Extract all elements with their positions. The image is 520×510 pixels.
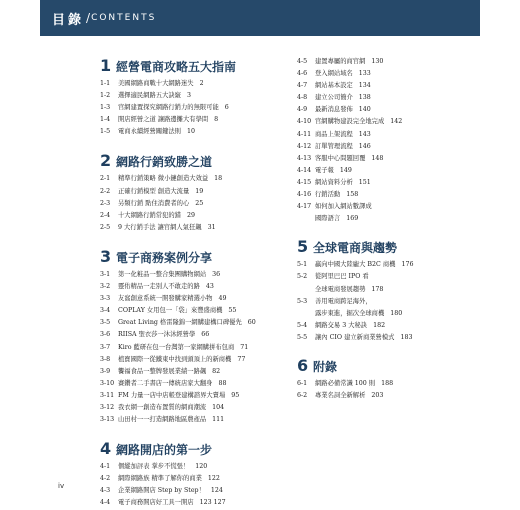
toc-entry-number: 4-11	[297, 130, 312, 138]
toc-entry-title: COPLAY 女用包一「袋」來豐盛商機	[118, 307, 223, 315]
toc-entry	[297, 308, 497, 320]
toc-entry-number: 5-2	[297, 273, 308, 281]
toc-entry-number: 3-10	[100, 379, 115, 387]
toc-entry-number: 2-5	[100, 223, 111, 231]
chapter-1-entries	[100, 78, 290, 138]
chapter-6-entries	[297, 378, 497, 402]
contents-title-en: CONTENTS	[91, 13, 157, 23]
toc-entry-title: 另類行銷 點住消費者的心	[118, 199, 190, 207]
toc-entry-page: 138	[358, 94, 371, 102]
toc-entry	[100, 210, 290, 222]
toc-entry-title: 善用電商跨足海外，	[315, 297, 372, 305]
toc-entry-title: 讓內 CIO 建立新商業營模式	[315, 333, 395, 341]
toc-entry-title: 網路交易 3 大秘訣	[315, 321, 368, 329]
toc-entry-title: 專業名詞全新解析	[315, 392, 366, 400]
toc-entry-title: 建立公司簡介	[315, 94, 353, 102]
toc-entry	[297, 284, 497, 296]
toc-entry	[297, 189, 497, 201]
toc-entry-page: 77	[237, 355, 246, 363]
toc-entry-page: 25	[195, 199, 204, 207]
toc-entry-title: 網站資料分析	[315, 178, 353, 186]
toc-entry-title: 第一化粧品一整合集團購物網站	[118, 270, 207, 278]
contents-title-separator: /	[86, 11, 91, 25]
chapter-title: 全球電商與趨勢	[313, 241, 398, 256]
toc-entry-title: 山田村一一打造網路地區農產品	[118, 416, 207, 424]
toc-entry	[100, 378, 290, 390]
toc-entry-page: 122	[207, 475, 220, 483]
chapter-4-continued-entries	[297, 56, 497, 225]
toc-entry-page: 43	[205, 283, 214, 291]
chapter-number: 6	[297, 355, 309, 375]
toc-entry-number: 4-14	[297, 166, 312, 174]
toc-entry-page: 95	[231, 391, 240, 399]
toc-entry	[100, 402, 290, 414]
toc-entry-title: 饗福食品一整牌發展業績一路飆	[118, 367, 207, 375]
toc-entry	[297, 177, 497, 189]
toc-entry-title: 贏向中國大陸龐大 B2C 商機	[315, 261, 396, 269]
toc-entry	[297, 165, 497, 177]
toc-entry-page: 178	[371, 285, 384, 293]
toc-entry-page: 169	[346, 215, 359, 223]
chapter-3-entries	[100, 269, 290, 426]
toc-entry-title: 賽鑽者二手書店一傳統店家大翻身	[118, 379, 213, 387]
toc-entry	[297, 116, 497, 128]
toc-entry-page: 130	[371, 58, 384, 65]
toc-entry	[100, 366, 290, 378]
chapter-number: 5	[297, 237, 309, 257]
toc-entry	[100, 198, 290, 210]
toc-entry-page: 148	[371, 154, 384, 162]
toc-entry	[100, 305, 290, 317]
chapter-number: 4	[100, 439, 112, 459]
toc-entry-title: 登入網站域名	[315, 70, 353, 78]
chapter-title: 附錄	[313, 359, 338, 374]
toc-entry-page: 134	[358, 82, 371, 90]
toc-entry-title: 最新消息發佈	[315, 106, 353, 114]
chapter-title: 經營電商攻略五大指南	[116, 60, 237, 74]
toc-entry-title: 官網購物建設完全地完成	[315, 118, 385, 126]
toc-entry	[100, 102, 290, 114]
toc-entry-title: 從阿里巴巴 IPO 看	[315, 273, 369, 281]
toc-entry	[100, 485, 290, 497]
toc-entry-title: 露步東進，掘次全球商機	[315, 309, 385, 317]
toc-entry-page: 3	[186, 92, 191, 100]
toc-entry-number: 4-16	[297, 191, 312, 199]
toc-entry-number: 3-12	[100, 403, 115, 411]
toc-entry-number: 6-2	[297, 392, 308, 400]
toc-entry-number: 5-1	[297, 261, 308, 269]
toc-entry	[297, 213, 497, 225]
toc-entry-page: 55	[228, 307, 237, 315]
toc-entry-number: 6-1	[297, 379, 308, 387]
toc-entry-page: 36	[212, 270, 221, 278]
toc-entry	[297, 320, 497, 332]
toc-entry	[100, 126, 290, 138]
toc-entry-page: 146	[358, 142, 371, 150]
toc-entry-number: 5-3	[297, 297, 308, 305]
toc-entry	[100, 78, 290, 90]
toc-entry	[297, 332, 497, 344]
chapter-5-heading	[297, 237, 497, 256]
toc-entry-number: 3-1	[100, 270, 111, 278]
toc-entry	[100, 342, 290, 354]
toc-entry	[100, 293, 290, 305]
toc-left-column	[100, 56, 290, 510]
toc-entry	[100, 414, 290, 426]
toc-entry-number: 5-4	[297, 321, 308, 329]
chapter-4-heading	[100, 439, 290, 458]
toc-entry-page: 188	[381, 379, 394, 387]
toc-entry	[297, 92, 497, 104]
chapter-title: 網路開店的第一步	[116, 443, 213, 458]
toc-entry-number: 4-4	[100, 499, 111, 507]
chapter-number: 2	[100, 151, 112, 171]
toc-entry-title: 個縱加評表 掌步不慌張！	[118, 463, 190, 471]
toc-right-column	[297, 56, 497, 402]
toc-entry	[297, 296, 497, 308]
toc-entry-page: 6	[224, 104, 229, 112]
toc-entry	[297, 259, 497, 271]
toc-entry	[297, 153, 497, 165]
toc-entry	[297, 68, 497, 80]
toc-entry-number: 4-13	[297, 154, 312, 162]
toc-entry-number: 5-5	[297, 333, 308, 341]
toc-entry	[297, 378, 497, 390]
toc-entry-title: 客服中心問題回覆	[315, 154, 366, 162]
contents-header	[40, 0, 480, 36]
toc-entry-page: 18	[214, 175, 223, 183]
toc-entry	[100, 281, 290, 293]
toc-entry-title: 商品上架流程	[315, 130, 353, 138]
toc-entry-title: 十大網路行銷常犯的錯	[118, 211, 181, 219]
toc-entry-number: 3-3	[100, 295, 111, 303]
chapter-6-heading	[297, 356, 497, 375]
toc-entry-title: 正確行銷模型 創造大流量	[118, 187, 190, 195]
toc-entry-number: 4-6	[297, 70, 308, 78]
toc-entry-number: 4-15	[297, 178, 312, 186]
toc-entry-page: 149	[339, 166, 352, 174]
toc-entry	[297, 271, 497, 283]
toc-entry-page: 123 127	[199, 499, 226, 507]
toc-entry-number: 4-10	[297, 118, 312, 126]
chapter-title: 網路行銷致勝之道	[116, 155, 213, 170]
toc-entry-page: 88	[218, 379, 227, 387]
toc-entry-title: 企業網路開店 Step by Step！	[118, 487, 205, 495]
toc-entry	[297, 80, 497, 92]
toc-entry-title: 植寶國際一從鐵東中找到頭頂上的新商機	[118, 355, 232, 363]
toc-entry-page: 8	[214, 116, 219, 124]
toc-entry-number: 4-12	[297, 142, 312, 150]
toc-entry-title: RIISA 聖衣莎一沐沐經營學	[118, 331, 196, 339]
toc-entry	[100, 473, 290, 485]
toc-entry-page: 2	[199, 80, 204, 87]
toc-entry-title: 訂單管理流程	[315, 142, 353, 150]
toc-entry	[297, 104, 497, 116]
toc-entry-number: 3-13	[100, 416, 115, 424]
toc-entry-number: 3-5	[100, 319, 111, 327]
toc-entry-number: 1-3	[100, 104, 111, 112]
toc-entry-page: 66	[201, 331, 210, 339]
toc-entry-page: 71	[240, 343, 249, 351]
toc-entry-number: 4-1	[100, 463, 111, 471]
toc-entry-number: 4-17	[297, 203, 312, 211]
toc-entry	[100, 186, 290, 198]
toc-entry	[100, 390, 290, 402]
toc-entry-title: 全球電商發展趨勢	[315, 285, 366, 293]
toc-entry-title: 官網建置探究網路行銷力的無限可能	[118, 104, 219, 112]
toc-entry-number: 4-9	[297, 106, 308, 114]
toc-entry-number: 3-7	[100, 343, 111, 351]
toc-entry-page: 31	[207, 223, 216, 231]
toc-entry-page: 60	[247, 319, 256, 327]
toc-entry-number: 4-5	[297, 58, 308, 65]
toc-entry-number: 2-1	[100, 175, 111, 183]
toc-entry-number: 4-2	[100, 475, 111, 483]
chapter-number: 1	[100, 56, 112, 75]
toc-entry-title: Great Living 格雷隆錦一網購建構口碑優先	[118, 319, 242, 327]
toc-entry	[297, 201, 497, 213]
toc-entry-page: 143	[358, 130, 371, 138]
toc-entry-number: 1-4	[100, 116, 111, 124]
toc-entry-number: 2-2	[100, 187, 111, 195]
toc-entry-page: 176	[401, 261, 414, 269]
toc-entry	[100, 329, 290, 341]
toc-entry	[297, 129, 497, 141]
toc-entry-number: 3-4	[100, 307, 111, 315]
toc-entry	[100, 497, 290, 509]
toc-entry-number: 4-3	[100, 487, 111, 495]
page-number: iv	[58, 482, 65, 490]
toc-entry-title: 網路必備常識 100 則	[315, 379, 376, 387]
toc-entry-number: 1-1	[100, 80, 111, 87]
toc-entry-page: 82	[212, 367, 221, 375]
chapter-title: 電子商務案例分享	[116, 250, 213, 265]
toc-entry-page: 140	[358, 106, 371, 114]
toc-entry-number: 4-7	[297, 82, 308, 90]
toc-entry-title: 選擇適民網路五大訣竅	[118, 92, 181, 100]
toc-entry-title: 我衣網一創造布置質的網商潮流	[118, 403, 207, 411]
chapter-4-entries	[100, 461, 290, 509]
toc-entry-title: 靈佑精品一走別人不敢走的路	[118, 283, 200, 291]
toc-entry-page: 10	[186, 128, 195, 136]
toc-entry-title: 行銷活動	[315, 191, 341, 199]
chapter-2-heading	[100, 151, 290, 170]
toc-entry-title: 精準行銷策略 微小鏈創造大效益	[118, 175, 209, 183]
toc-entry-title: 電子商務開店好工具一開店	[118, 499, 194, 507]
toc-entry-page: 104	[212, 403, 225, 411]
toc-entry-number: 1-2	[100, 92, 111, 100]
toc-entry-page: 183	[400, 333, 413, 341]
toc-entry-page: 29	[186, 211, 195, 219]
toc-entry	[100, 173, 290, 185]
toc-entry	[100, 90, 290, 102]
toc-entry	[100, 269, 290, 281]
toc-entry	[100, 317, 290, 329]
toc-entry	[297, 141, 497, 153]
toc-entry-number: 3-11	[100, 391, 115, 399]
toc-entry	[297, 390, 497, 402]
toc-entry-page: 203	[371, 392, 384, 400]
toc-entry-title: FM 力量一店中店帳登建構諮界大賣場	[118, 391, 226, 399]
toc-entry-page: 151	[358, 178, 371, 186]
toc-entry-number: 3-9	[100, 367, 111, 375]
toc-entry-title: 網際網路族 精準了解你的商業	[118, 475, 202, 483]
chapter-3-heading	[100, 247, 290, 266]
toc-entry-title: 網站基本設定	[315, 82, 353, 90]
toc-entry	[100, 222, 290, 234]
toc-entry-title: 電商永續經營關鍵法則	[118, 128, 181, 136]
toc-entry-page: 124	[210, 487, 223, 495]
toc-entry-title: 開店經營之道 讓路邊攤大有學問	[118, 116, 209, 124]
toc-entry-title: 美國網路商戰十大網路迷失	[118, 80, 194, 87]
toc-entry-title: 9 大行銷手法 讓官網人氣狂飆	[118, 223, 202, 231]
toc-entry-number: 2-4	[100, 211, 111, 219]
toc-entry	[297, 56, 497, 68]
toc-entry-page: 120	[195, 463, 208, 471]
toc-entry	[100, 461, 290, 473]
toc-entry-title: 電子報	[315, 166, 334, 174]
toc-entry-page: 158	[346, 191, 359, 199]
chapter-2-entries	[100, 173, 290, 233]
toc-entry-page: 111	[212, 416, 225, 424]
toc-entry-number: 3-6	[100, 331, 111, 339]
toc-entry-title: Kiro 藍研在包一台灣第一家網購拼布包商	[118, 343, 235, 351]
toc-entry-number: 3-8	[100, 355, 111, 363]
toc-entry-page: 133	[358, 70, 371, 78]
toc-entry-page: 182	[373, 321, 386, 329]
chapter-number: 3	[100, 246, 112, 266]
toc-entry-number: 1-5	[100, 128, 111, 136]
toc-entry-page: 19	[195, 187, 204, 195]
toc-entry-title: 國際語言	[315, 215, 341, 223]
toc-entry-title: 如何加入網站數譯成	[315, 203, 372, 211]
toc-entry-title: 建置專屬的商官網	[315, 58, 366, 65]
toc-entry-page: 180	[390, 309, 403, 317]
toc-entry-title: 友窩創意系統一開發購家精選小物	[118, 295, 213, 303]
toc-entry-number: 4-8	[297, 94, 308, 102]
toc-entry-page: 49	[218, 295, 227, 303]
toc-entry-number: 3-2	[100, 283, 111, 291]
toc-entry-number: 2-3	[100, 199, 111, 207]
chapter-1-heading	[100, 56, 290, 75]
toc-entry	[100, 354, 290, 366]
toc-entry	[100, 114, 290, 126]
chapter-5-entries	[297, 259, 497, 344]
toc-entry-page: 142	[390, 118, 403, 126]
contents-title-cn: 目錄	[52, 12, 85, 28]
